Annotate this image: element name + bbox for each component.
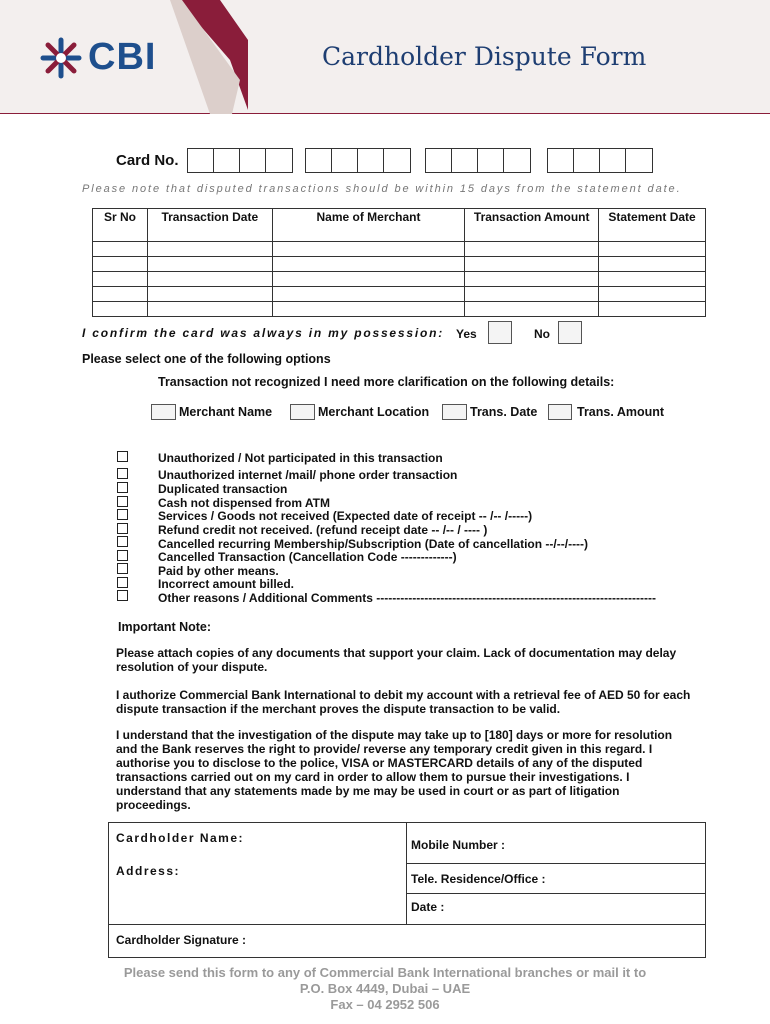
card-number-group-1[interactable]	[187, 148, 293, 173]
important-note-heading: Important Note:	[118, 620, 212, 634]
divider	[109, 924, 706, 925]
reason-label: Incorrect amount billed.	[158, 577, 295, 591]
reason-label: Unauthorized internet /mail/ phone order transaction	[158, 468, 458, 482]
reason-checkbox[interactable]	[117, 451, 128, 462]
footer-fax: Fax – 04 2952 506	[330, 997, 440, 1012]
table-row[interactable]	[93, 257, 706, 272]
reason-label: Paid by other means.	[158, 564, 279, 578]
col-transaction-date: Transaction Date	[147, 209, 272, 242]
reason-checkbox[interactable]	[117, 482, 128, 493]
yes-label: Yes	[456, 327, 477, 341]
reason-label: Duplicated transaction	[158, 482, 288, 496]
table-row[interactable]	[93, 287, 706, 302]
table-row[interactable]	[93, 302, 706, 317]
reason-checkbox[interactable]	[117, 523, 128, 534]
cbi-logo	[40, 36, 156, 79]
no-label: No	[534, 327, 550, 341]
reason-checkbox[interactable]	[117, 550, 128, 561]
merchant-location-checkbox[interactable]	[290, 404, 315, 420]
reason-label: Refund credit not received. (refund receipt date -- /-- / ---- )	[158, 523, 488, 537]
decorative-ribbon	[170, 0, 250, 114]
footer-po-box: P.O. Box 4449, Dubai – UAE	[299, 981, 471, 996]
reason-checkbox[interactable]	[117, 536, 128, 547]
reason-label: Unauthorized / Not participated in this transaction	[158, 451, 443, 465]
select-option-label: Please select one of the following options	[82, 352, 331, 366]
divider	[406, 893, 706, 894]
cardholder-name-field[interactable]: Cardholder Name:	[116, 831, 245, 845]
card-number-group-4[interactable]	[547, 148, 653, 173]
dispute-time-note: Please note that disputed transactions should be within 15 days from the statement date.	[82, 183, 682, 195]
trans-date-label: Trans. Date	[470, 405, 538, 419]
possession-confirm-label: I confirm the card was always in my possession:	[82, 326, 445, 340]
reason-checkbox[interactable]	[117, 563, 128, 574]
trans-amount-label: Trans. Amount	[577, 405, 665, 419]
footer-mail-instruction: Please send this form to any of Commercial Bank International branches or mail it to	[123, 965, 647, 980]
reason-label: Cancelled Transaction (Cancellation Code -------------)	[158, 550, 457, 564]
trans-amount-checkbox[interactable]	[548, 404, 572, 420]
reason-checkbox[interactable]	[117, 577, 128, 588]
cardholder-details-box	[108, 822, 706, 958]
col-merchant-name: Name of Merchant	[272, 209, 465, 242]
logo-text: CBI	[88, 36, 157, 78]
page-title: Cardholder Dispute Form	[322, 42, 647, 71]
transactions-table	[92, 208, 706, 317]
reason-checkbox[interactable]	[117, 509, 128, 520]
card-number-group-2[interactable]	[305, 148, 411, 173]
reason-checkbox[interactable]	[117, 468, 128, 479]
reason-checkbox[interactable]	[117, 496, 128, 507]
note-paragraph-investigation: I understand that the investigation of the dispute may take up to [180] days or more for resolution and the Bank reserves the right to provide/ reverse any temporary credit given in this regard. I authorise you to disclose to the police, VISA or MASTERCARD details of any of the disputed transactions carried out on my card in order to allow them to pursue their investigations. I understand that any statements made by me may be used in court or as part of litigation proceedings.	[116, 728, 673, 812]
form-header	[0, 0, 770, 114]
mobile-number-field[interactable]: Mobile Number :	[411, 838, 506, 852]
logo-mark-icon	[40, 37, 82, 79]
divider	[406, 823, 407, 924]
col-sr-no: Sr No	[93, 209, 148, 242]
not-recognized-label: Transaction not recognized I need more clarification on the following details:	[158, 375, 615, 389]
merchant-name-label: Merchant Name	[179, 405, 273, 419]
merchant-name-checkbox[interactable]	[151, 404, 176, 420]
reason-label: Cash not dispensed from ATM	[158, 496, 331, 510]
reason-label: Services / Goods not received (Expected date of receipt -- /-- /-----)	[158, 509, 533, 523]
signature-field[interactable]: Cardholder Signature :	[116, 933, 247, 947]
note-paragraph-documentation: Please attach copies of any documents that support your claim. Lack of documentation may delay resolution of your dispute.	[116, 646, 677, 674]
col-transaction-amount: Transaction Amount	[465, 209, 599, 242]
no-checkbox[interactable]	[558, 321, 582, 344]
col-statement-date: Statement Date	[599, 209, 706, 242]
reason-checkbox[interactable]	[117, 590, 128, 601]
yes-checkbox[interactable]	[488, 321, 512, 344]
merchant-location-label: Merchant Location	[318, 405, 430, 419]
card-number-group-3[interactable]	[425, 148, 531, 173]
card-number-label: Card No.	[116, 152, 179, 169]
table-header-row	[93, 209, 706, 242]
divider	[406, 863, 706, 864]
trans-date-checkbox[interactable]	[442, 404, 467, 420]
date-field[interactable]: Date :	[411, 900, 445, 914]
table-row[interactable]	[93, 272, 706, 287]
table-row[interactable]	[93, 242, 706, 257]
telephone-field[interactable]: Tele. Residence/Office :	[411, 872, 546, 886]
reason-label: Cancelled recurring Membership/Subscription (Date of cancellation --/--/----)	[158, 537, 589, 551]
note-paragraph-authorization: I authorize Commercial Bank International to debit my account with a retrieval fee of AED 50 for each dispute transaction if the merchant proves the dispute transaction to be valid.	[116, 688, 691, 716]
reason-label: Other reasons / Additional Comments ----------------------------------------------------------------------	[158, 591, 656, 605]
address-field[interactable]: Address:	[116, 864, 181, 878]
